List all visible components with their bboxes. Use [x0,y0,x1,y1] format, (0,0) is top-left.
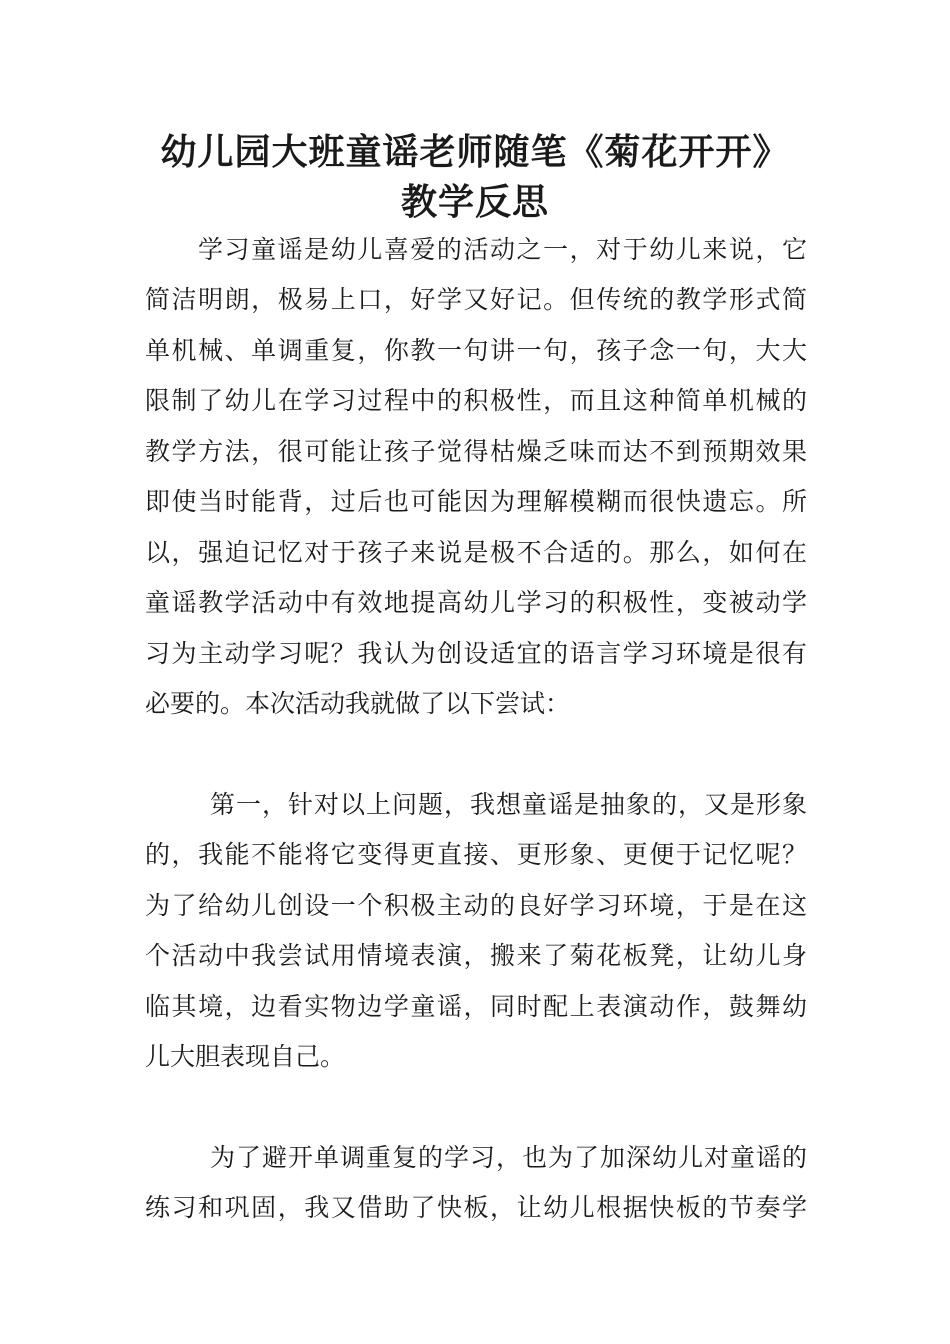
paragraph-line: 习为主动学习呢？我认为创设适宜的语言学习环境是很有 [145,639,807,668]
paragraph-line: 个活动中我尝试用情境表演，搬来了菊花板凳，让幼儿身 [145,941,807,970]
paragraph-line: 临其境，边看实物边学童谣，同时配上表演动作，鼓舞幼 [145,992,807,1021]
paragraph-line: 必要的。本次活动我就做了以下尝试： [145,689,571,718]
paragraph-line: 童谣教学活动中有效地提高幼儿学习的积极性，变被动学 [145,588,807,617]
paragraph-line: 第一，针对以上问题，我想童谣是抽象的，又是形象 [210,790,807,819]
paragraph-line: 为了避开单调重复的学习，也为了加深幼儿对童谣的 [210,1143,807,1172]
paragraph-line: 学习童谣是幼儿喜爱的活动之一，对于幼儿来说，它 [198,235,807,264]
paragraph-line: 以，强迫记忆对于孩子来说是极不合适的。那么，如何在 [145,538,807,567]
paragraph-line: 练习和巩固，我又借助了快板，让幼儿根据快板的节奏学 [145,1193,807,1222]
paragraph-line: 为了给幼儿创设一个积极主动的良好学习环境，于是在这 [145,891,807,920]
paragraph-line: 简洁明朗，极易上口，好学又好记。但传统的教学形式简 [145,285,807,314]
document-title-line-1: 幼儿园大班童谣老师随笔《菊花开开》 [160,132,790,173]
paragraph-line: 即使当时能背，过后也可能因为理解模糊而很快遗忘。所 [145,487,807,516]
paragraph-line: 教学方法，很可能让孩子觉得枯燥乏味而达不到预期效果 [145,437,807,466]
document-title-line-2: 教学反思 [400,182,549,223]
paragraph-line: 儿大胆表现自己。 [145,1042,346,1071]
paragraph-line: 单机械、单调重复，你教一句讲一句，孩子念一句，大大 [145,336,807,365]
paragraph-line: 的，我能不能将它变得更直接、更形象、更便于记忆呢？ [145,840,807,869]
paragraph-line: 限制了幼儿在学习过程中的积极性，而且这种简单机械的 [145,386,807,415]
